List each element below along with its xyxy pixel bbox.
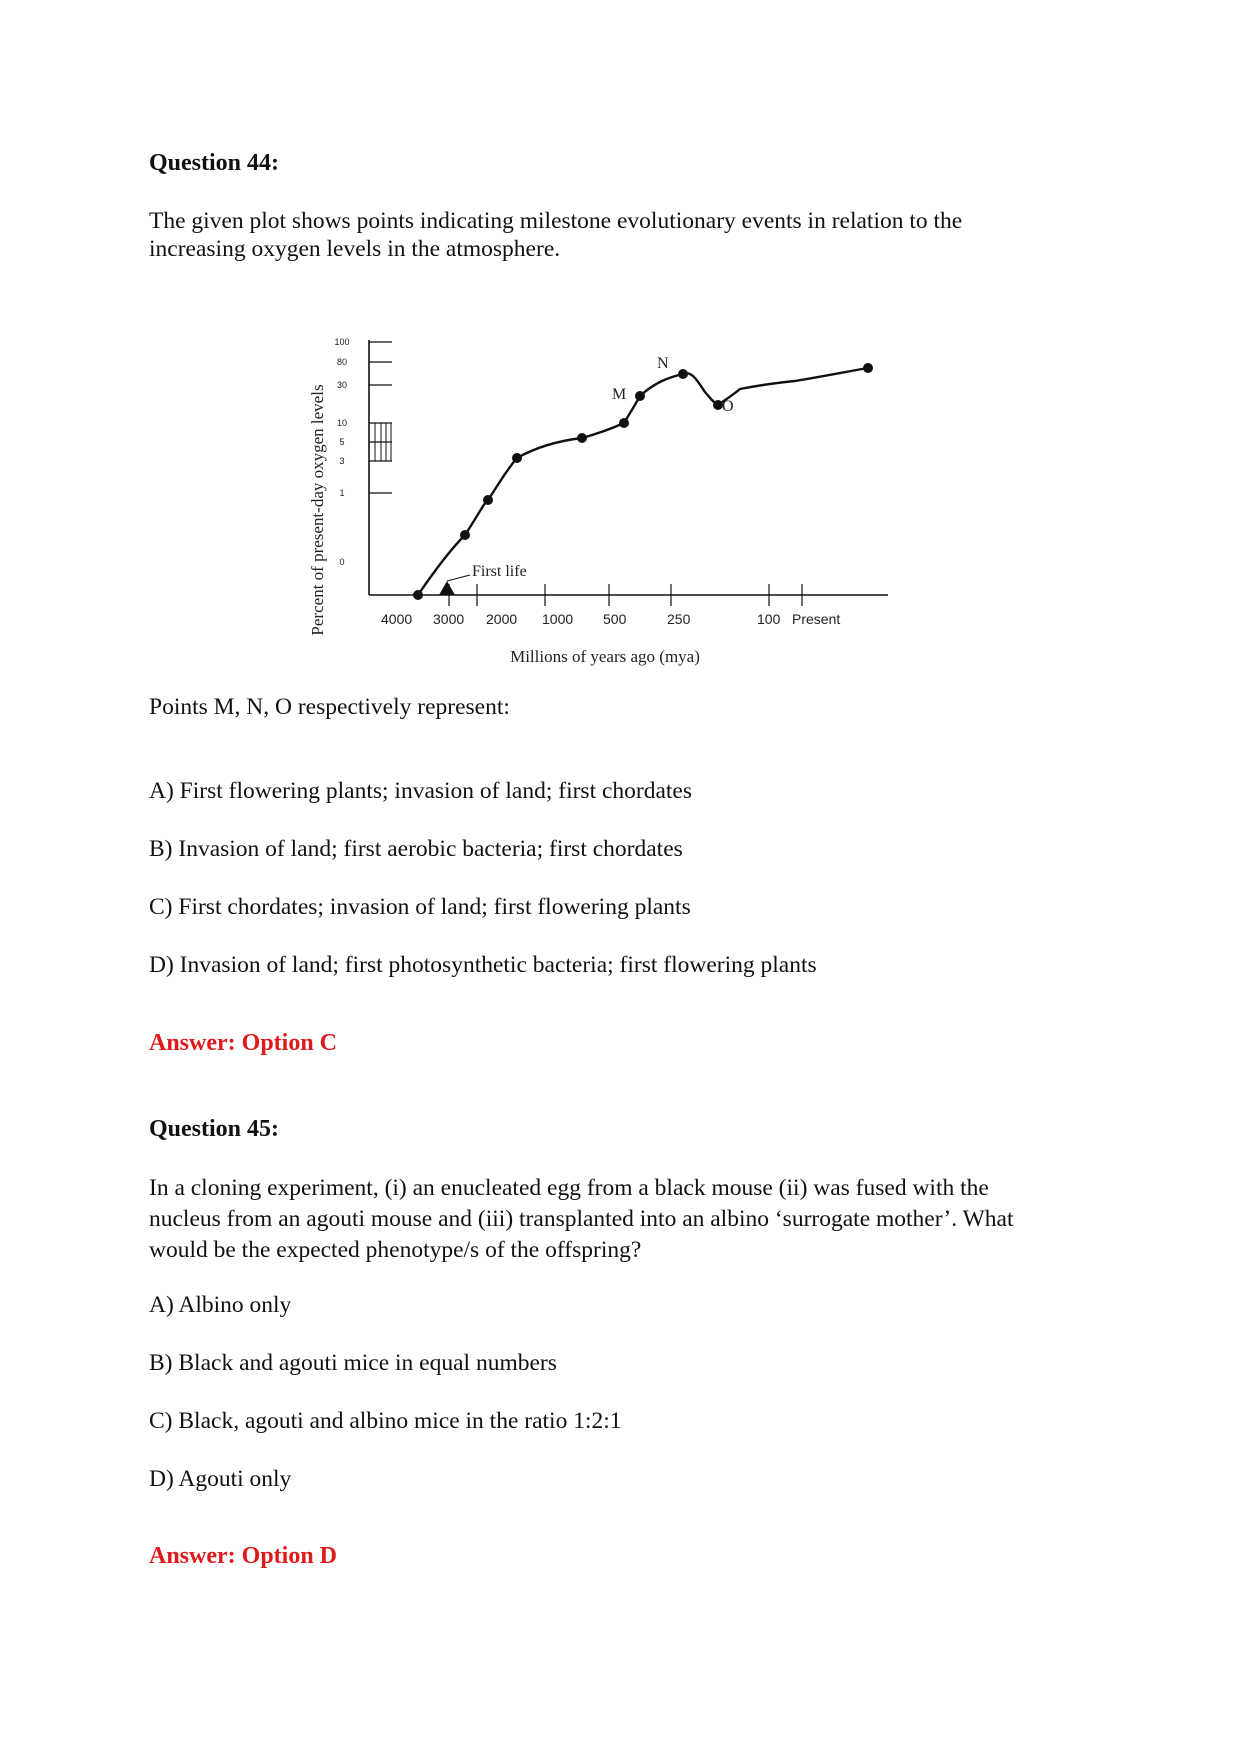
y-tick-label: 1 <box>339 488 345 498</box>
x-tick-label: 2000 <box>486 611 518 627</box>
question-44-option-b: B) Invasion of land; first aerobic bacteria; first chordates <box>149 836 683 862</box>
question-45-stem-line-2: nucleus from an agouti mouse and (iii) transplanted into an albino ‘surrogate mother’. What <box>149 1206 1014 1232</box>
data-point <box>619 418 629 428</box>
y-tick-label: 80 <box>336 357 348 367</box>
y-tick-label: 0 <box>339 557 345 567</box>
question-44-stem-line-1: The given plot shows points indicating milestone evolutionary events in relation to the <box>149 208 963 234</box>
question-44-option-d: D) Invasion of land; first photosynthetic bacteria; first flowering plants <box>149 952 817 978</box>
y-tick-label: 10 <box>336 418 348 428</box>
oxygen-curve <box>418 368 868 595</box>
question-44-option-a: A) First flowering plants; invasion of land; first chordates <box>149 778 693 804</box>
data-point <box>512 453 522 463</box>
oxygen-levels-chart <box>300 310 920 680</box>
question-45-stem-line-1: In a cloning experiment, (i) an enucleated egg from a black mouse (ii) was fused with the <box>149 1175 989 1201</box>
annotation-o: O <box>722 398 734 415</box>
annotation-m: M <box>612 386 627 403</box>
question-45-option-d: D) Agouti only <box>149 1466 292 1492</box>
y-axis-label: Percent of present-day oxygen levels <box>308 384 327 636</box>
data-point <box>413 590 423 600</box>
first-life-pointer <box>447 575 470 581</box>
annotation-first-life: First life <box>472 563 527 580</box>
question-44-answer: Answer: Option C <box>149 1030 338 1056</box>
y-tick-label: 5 <box>339 437 345 447</box>
question-45-option-a: A) Albino only <box>149 1292 292 1318</box>
question-45-option-c: C) Black, agouti and albino mice in the ratio 1:2:1 <box>149 1408 622 1434</box>
y-ticks <box>334 337 392 567</box>
question-44-stem-line-2: increasing oxygen levels in the atmosphere. <box>149 236 561 262</box>
x-axis-label: Millions of years ago (mya) <box>510 647 700 666</box>
question-44-prompt: Points M, N, O respectively represent: <box>149 694 510 720</box>
annotation-n: N <box>657 355 669 372</box>
question-45-option-b: B) Black and agouti mice in equal numbers <box>149 1350 557 1376</box>
y-tick-label: 100 <box>334 337 350 347</box>
question-45-title: Question 45: <box>149 1116 280 1142</box>
data-point <box>678 369 688 379</box>
question-44-option-c: C) First chordates; invasion of land; first flowering plants <box>149 894 691 920</box>
data-point <box>460 530 470 540</box>
question-44-title: Question 44: <box>149 150 280 176</box>
x-tick-label: Present <box>792 611 841 627</box>
y-tick-label: 30 <box>336 380 348 390</box>
x-tick-label: 3000 <box>433 611 465 627</box>
data-point <box>863 363 873 373</box>
x-tick-label: 4000 <box>381 611 413 627</box>
x-tick-label: 250 <box>667 611 691 627</box>
data-point <box>577 433 587 443</box>
y-tick-label: 3 <box>339 456 345 466</box>
data-point <box>635 391 645 401</box>
x-tick-label: 100 <box>757 611 781 627</box>
x-tick-label: 500 <box>603 611 627 627</box>
data-point <box>483 495 493 505</box>
question-45-answer: Answer: Option D <box>149 1543 338 1569</box>
first-life-marker <box>439 581 455 595</box>
question-45-stem-line-3: would be the expected phenotype/s of the offspring? <box>149 1237 642 1263</box>
x-tick-label: 1000 <box>542 611 574 627</box>
